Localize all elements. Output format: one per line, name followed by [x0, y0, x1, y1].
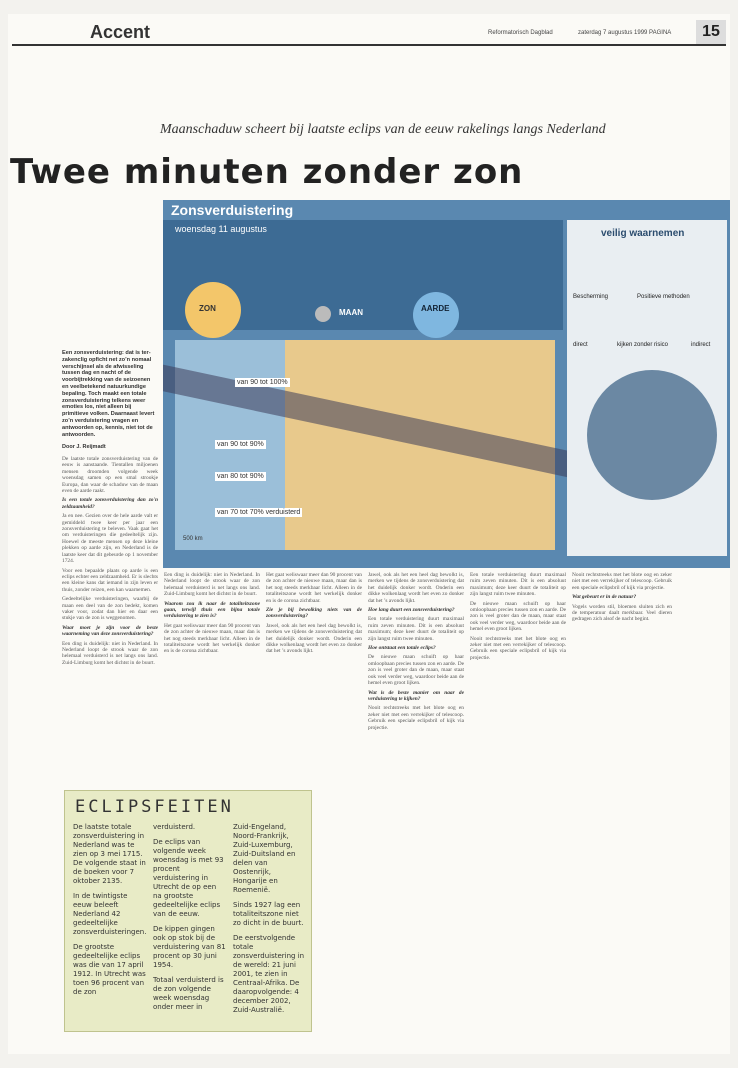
fact-item: Totaal verduisterd is de zon volgende week woensdag onder meer in — [153, 976, 224, 1011]
question: Hoe ontstaat een totale eclips? — [368, 645, 436, 652]
facts-column-2 — [153, 823, 227, 1018]
header-rule — [12, 44, 726, 46]
map-scale: 500 km — [183, 536, 203, 542]
fact-item: De eclips van volgende week woensdag is met 93 procent verduistering in Utrecht de op een na grootste gedeeltelijke eclips van de eeuw. — [153, 838, 224, 918]
paragraph: Jawel, ook als het een heel dag bewolkt is, merken we tijdens de zonsverduistering dat het duidelijk donker wordt. Onderin een dikke wolkenlaag wordt het even zo donker dat het ’s avonds lijkt. — [266, 622, 362, 655]
paragraph: Nooit rechtstreeks met het blote oog en zeker niet met een verrekijker of telescoop. Gebruik een speciale eclipsbril of kijk via projectie. — [470, 635, 566, 661]
method-positive: Positieve methoden — [637, 294, 690, 300]
fact-item: De grootste gedeeltelijke eclips was die van 17 april 1912. In Utrecht was toen 96 procent van de zon — [73, 943, 146, 996]
method-protection: Bescherming — [573, 294, 609, 300]
paragraph: De nieuwe maan schuift op haar omloopbaan precies tussen zon en aarde. De zon is veel groter dan de maan, maar staat ook veel verder weg, waardoor beide aan de hemel even groot lijken. — [368, 654, 464, 687]
fact-item: De kippen gingen ook op stok bij de verduistering van 81 procent op 30 juni 1954. — [153, 925, 226, 969]
earth-icon — [413, 292, 459, 338]
safety-title: veilig waarnemen — [601, 228, 685, 239]
article-subtitle: Maanschaduw scheert bij laatste eclips van de eeuw rakelings langs Nederland — [160, 122, 606, 137]
view-direct: direct — [573, 342, 588, 348]
question: Hoe lang duurt een zonsverduistering? — [368, 607, 455, 614]
paragraph: Gedeeltelijke verduisteringen, waarbij de maan een deel van de zon bedekt, komen vaker voor, zodat dan hier en daar een stukje van de zon is weggenomen. — [62, 596, 158, 622]
paragraph: De laatste totale zonsverduistering van de eeuw is aanstaande. Tientallen miljoenen mensen droomden volgende week woensdag samen op een smal strookje Europa, dan waar de schaduw van de maan even de aarde raakt. — [62, 456, 158, 495]
globe-icon — [587, 370, 717, 500]
text-column-4 — [368, 572, 464, 1032]
earth-label: AARDE — [421, 304, 450, 313]
paragraph: Nooit rechtstreeks met het blote oog en zeker niet met een verrekijker of telescoop. Gebruik een speciale eclipsbril of kijk via projectie. — [368, 705, 464, 731]
paragraph: Een ding is duidelijk: niet in Nederland. In Nederland loopt de strook waar de zon helemaal verduisterd is net langs ons land. Zuid-Limburg komt het dichtst in de buurt. — [164, 572, 260, 598]
infographic-date: woensdag 11 augustus — [175, 224, 267, 234]
question: Wat is de beste manier om naar de verduistering te kijken? — [368, 689, 464, 702]
text-column-5 — [470, 572, 566, 1032]
paragraph: Een ding is duidelijk: niet in Nederland. In Nederland loopt de strook waar de zon helemaal verduisterd is net langs ons land. Zuid-Limburg komt het dichtst in de buurt. — [62, 640, 158, 666]
text-column-1 — [62, 456, 158, 784]
infographic-title: Zonsverduistering — [171, 202, 294, 218]
facts-title: ECLIPSFEITEN — [75, 797, 234, 817]
facts-column-1 — [73, 823, 147, 1003]
eclipse-infographic — [163, 200, 730, 568]
paragraph: Jawel, ook als het een heel dag bewolkt is, merken we tijdens de zonsverduistering dat het duidelijk donker wordt. Onderin een dikke wolkenlaag wordt het even zo donker dat het ’s avonds lijkt. — [368, 572, 464, 604]
paragraph: Vogels worden stil, bloemen sluiten zich en de temperatuur daalt merkbaar. Veel dieren gedragen zich alsof de nacht begint. — [572, 603, 672, 623]
paragraph: Een totale verduistering duurt maximaal ruim zeven minuten. Dit is een absoluut maximum; deze keer duurt de totaliteit op zijn langst ruim twee minuten. — [368, 616, 464, 642]
question: Wat gebeurt er in de natuur? — [572, 594, 637, 601]
facts-column-3 — [233, 823, 305, 1021]
safety-panel — [567, 220, 727, 556]
map-label-90-100: van 90 tot 100% — [237, 379, 288, 386]
issue-date: zaterdag 7 augustus 1999 PAGINA — [578, 30, 672, 36]
text-column-3 — [266, 572, 362, 786]
article-intro: Een zonsverduistering: dat is ter-zakenclig opficht net zo’n nomaal verschijnsel als de afwisseling tussen dag en nacht of de voorbijtrekking van de seizoenen en veelbetekend natuurkundige bepaling. Toch maakt een totale zonsverduistering telkens weer emoties los, niet alleen bij primitieve volken. Daarnaast levert zo’n verduistering vragen en antwoorden op, kennis, niet tot de antwoorden. — [62, 350, 155, 438]
paragraph: Het gaat weliswaar meer dan 90 procent van de zon achter de nieuwe maan, maar dan is het nog steeds merkbaar licht. Alleen in de totaliteitszone wordt het werkelijk donker en is de corona zichtbaar. — [164, 622, 260, 655]
fact-item: verduisterd. — [153, 823, 196, 831]
map-label-90: van 90 tot 90% — [217, 441, 264, 448]
publisher: Reformatorisch Dagblad — [488, 30, 553, 36]
map-label-70: van 70 tot 70% verduisterd — [217, 509, 301, 516]
article-byline: Door J. Reijmadt — [62, 444, 106, 450]
moon-icon — [315, 306, 331, 322]
question: Is een totale zonsverduistering dan zo'n zeldzaamheid? — [62, 497, 158, 510]
fact-item: De laatste totale zonsverduistering in Nederland was te zien op 3 mei 1715. De volgende staat in de boeken voor 7 oktober 2135. — [73, 823, 146, 885]
map-label-80-90: van 80 tot 90% — [217, 473, 264, 480]
question: Waar moet je zijn voor de beste waarneming van deze zonsverduistering? — [62, 624, 158, 638]
page-number: 15 — [696, 20, 726, 44]
fact-item: De eerstvolgende totale zonsverduistering in de wereld: 21 juni 2001, te zien in Centraal-Afrika. De daaropvolgende: 4 december 2002, Zuid-Australië. — [233, 934, 305, 1014]
question: Zie je bij bewolking niets van de zonsverduistering? — [266, 607, 362, 620]
section-title: Accent — [90, 22, 151, 42]
view-indirect: indirect — [691, 342, 711, 348]
fact-item: Zuid-Engeland, Noord-Frankrijk, Zuid-Luxemburg, Zuid-Duitsland en delen van Oostenrijk, Hongarije en Roemenië. — [233, 823, 296, 894]
text-column-2 — [164, 572, 260, 786]
paragraph: Ja en nee. Gezien over de hele aarde valt er gemiddeld twee keer per jaar een zonsverduistering te beleven. Vaak gaat het om verduisteringen die gedeeltelijk zijn. Hoewel de meeste mensen op deze kleine plekken op aarde zijn, en Nederland is de laatste keer dat dit gebeurde op 1 november 1724. — [62, 513, 158, 565]
paragraph: Voor een bepaalde plaats op aarde is een eclips echter een zeldzaamheid. Er is slechts een kleine kans dat iemand in zijn leven er thuis, zonder reizen, een kan waarnemen. — [62, 567, 158, 593]
moon-label: MAAN — [339, 308, 363, 317]
paragraph: Nooit rechtstreeks met het blote oog en zeker niet met een verrekijker of telescoop. Gebruik een speciale eclipsbril of kijk via projectie. — [572, 572, 672, 591]
question: Waarom zou ik naar de totaliteitszone gaan, terwijl thuis een bijna totale verduistering te zien is? — [164, 600, 260, 620]
paragraph: De nieuwe maan schuift op haar omloopbaan precies tussen zon en aarde. De zon is veel groter dan de maan, maar staat ook veel verder weg, waardoor beide aan de hemel even groot lijken. — [470, 600, 566, 633]
fact-item: In de twintigste eeuw beleeft Nederland 42 gedeeltelijke zonsverduisteringen. — [73, 892, 147, 936]
article-headline: Twee minuten zonder zon — [10, 152, 524, 192]
eclipse-facts-box — [64, 790, 312, 1032]
paragraph: Een totale verduistering duurt maximaal ruim zeven minuten. Dit is een absoluut maximum; deze keer duurt de totaliteit op zijn langst ruim twee minuten. — [470, 572, 566, 598]
sun-label: ZON — [199, 304, 216, 313]
europe-map — [175, 340, 555, 550]
paragraph: Het gaat weliswaar meer dan 90 procent van de zon achter de nieuwe maan, maar dan is het nog steeds merkbaar licht. Alleen in de totaliteitszone wordt het werkelijk donker en is de corona zichtbaar. — [266, 572, 362, 604]
fact-item: Sinds 1927 lag een totaliteitszone niet zo dicht in de buurt. — [233, 901, 304, 927]
text-column-6 — [572, 572, 672, 1032]
view-safe: kijken zonder risico — [617, 342, 669, 348]
